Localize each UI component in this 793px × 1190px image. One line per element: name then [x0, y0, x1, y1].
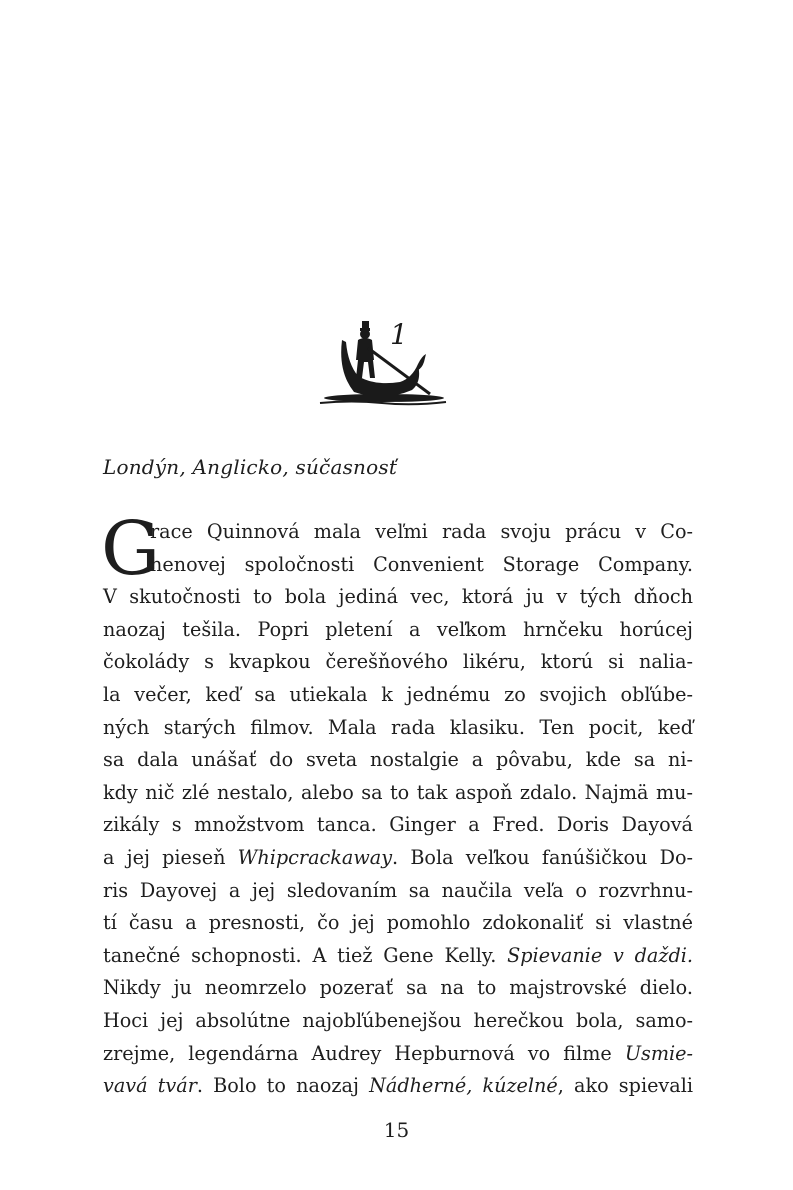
text-segment: ných starých filmov. Mala rada klasiku. Ten pocit, keď — [103, 715, 693, 739]
italic-title: vavá tvár — [103, 1074, 197, 1098]
italic-title: Whipcrackaway — [237, 845, 393, 869]
text-line — [103, 516, 693, 549]
text-line — [103, 1038, 693, 1071]
chapter-number: 1 — [390, 318, 408, 351]
text-line — [103, 1070, 693, 1103]
text-segment: . Bola veľkou fanúšičkou Do- — [392, 845, 693, 869]
text-segment: tí času a presnosti, čo jej pomohlo zdokonaliť si vlastné — [103, 911, 693, 935]
text-segment: race Quinnová mala veľmi rada svoju prácu v Co- — [150, 520, 693, 543]
text-line — [103, 581, 693, 614]
text-line — [103, 809, 693, 842]
text-line — [103, 614, 693, 647]
text-segment: V skutočnosti to bola jediná vec, ktorá ju v tých dňoch — [103, 585, 693, 609]
text-segment: henovej spoločnosti Convenient Storage Company. — [150, 552, 693, 576]
text-line — [103, 940, 693, 973]
text-segment: zrejme, legendárna Audrey Hepburnová vo filme — [103, 1041, 625, 1065]
chapter-location-heading: Londýn, Anglicko, súčasnosť — [103, 455, 398, 479]
text-segment: naozaj tešila. Popri pletení a veľkom hrnčeku horúcej — [103, 617, 693, 641]
text-segment: zikály s množstvom tanca. Ginger a Fred. Doris Dayová — [103, 813, 693, 837]
italic-title: Usmie- — [624, 1041, 693, 1065]
text-line — [103, 907, 693, 940]
text-line — [103, 646, 693, 679]
text-segment: Hoci jej absolútne najobľúbenejšou herečkou bola, samo- — [103, 1008, 693, 1032]
drop-cap: G — [101, 506, 161, 592]
text-line — [103, 875, 693, 908]
gondolier-ornament-icon — [312, 312, 452, 412]
text-line — [103, 972, 693, 1005]
text-line — [103, 1005, 693, 1038]
text-segment: ris Dayovej a jej sledovaním sa naučila veľa o rozvrhnu- — [103, 878, 693, 902]
text-segment: čokolády s kvapkou čerešňového likéru, ktorú si nalia- — [103, 650, 693, 674]
text-segment: a jej pieseň — [103, 845, 238, 869]
body-text — [101, 506, 693, 1103]
text-segment: . Bolo to naozaj — [196, 1074, 370, 1098]
italic-title: Spievanie v daždi. — [507, 943, 693, 967]
text-line — [103, 549, 693, 582]
text-line — [103, 744, 693, 777]
text-segment: kdy nič zlé nestalo, alebo sa to tak aspoň zdalo. Najmä mu- — [103, 780, 693, 804]
text-segment: tanečné schopnosti. A tiež Gene Kelly. — [103, 943, 508, 967]
text-line — [103, 777, 693, 810]
text-segment: sa dala unášať do sveta nostalgie a pôvabu, kde sa ni- — [103, 748, 693, 772]
text-segment: Nikdy ju neomrzelo pozerať sa na to majstrovské dielo. — [103, 976, 693, 1000]
italic-title: Nádherné, kúzelné — [369, 1074, 558, 1098]
text-line — [103, 712, 693, 745]
text-segment: la večer, keď sa utiekala k jednému zo svojich obľúbe- — [103, 682, 693, 706]
text-line — [103, 679, 693, 712]
page-number: 15 — [383, 1118, 410, 1142]
text-segment: , ako spievali — [557, 1074, 693, 1098]
text-line — [103, 842, 693, 875]
